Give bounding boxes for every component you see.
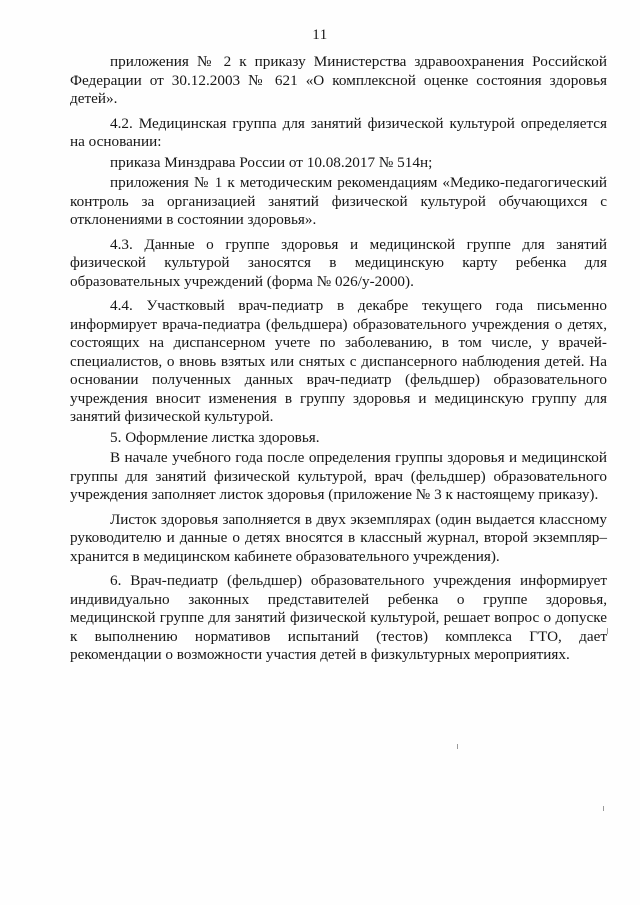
document-body (70, 53, 607, 671)
paragraph-5-two-copies: Листок здоровья заполняется в двух экземплярах (один выдается классному руководителю и данные о детях вносятся в классный журнал, второй экземпляр–хранится в медицинском кабинете образовательного учреждения). (70, 510, 607, 565)
scan-speck (607, 628, 608, 634)
paragraph-5-heading: 5. Оформление листка здоровья. (110, 428, 320, 446)
paragraph-annex-2: приложения № 2 к приказу Министерства здравоохранения Российской Федерации от 30.12.2003 № 621 «О комплексной оценке состояния здоровья детей». (70, 53, 607, 107)
paragraph-order-514n: приказа Минздрава России от 10.08.2017 № 514н; (110, 153, 433, 171)
scan-speck (603, 806, 604, 811)
paragraph-4-3: 4.3. Данные о группе здоровья и медицинской группе для занятий физической культурой заносятся в медицинскую карту ребенка для образовательных учреждений (форма № 026/у-2000). (70, 235, 607, 290)
paragraph-4-4: 4.4. Участковый врач-педиатр в декабре текущего года письменно информирует врача-педиатра (фельдшера) образовательного учреждения о детях, состоящих на диспансерном учете по заболеванию, в том числе, у врачей-специалистов, о вновь взятых или снятых с диспансерного наблюдения детей. На основании полученных данных врач-педиатр (фельдшер) образовательного учреждения вносит изменения в группу здоровья и медицинскую группу для занятий физической культурой. (70, 297, 607, 425)
scan-speck (457, 744, 458, 749)
paragraph-4-2: 4.2. Медицинская группа для занятий физической культурой определяется на основании: (70, 114, 607, 150)
paragraph-annex-1: приложения № 1 к методическим рекомендациям «Медико-педагогический контроль за организацией занятий физической культурой обучающихся с отклонениями в состоянии здоровья». (70, 174, 607, 228)
page-number: 11 (312, 27, 328, 43)
paragraph-5-start-of-year: В начале учебного года после определения группы здоровья и медицинской группы для занятий физической культурой, врач (фельдшер) образовательного учреждения заполняет листок здоровья (приложение № 3 к настоящему приказу). (70, 449, 607, 503)
paragraph-6: 6. Врач-педиатр (фельдшер) образовательного учреждения информирует индивидуально законных представителей ребенка о группе здоровья, медицинской группе для занятий физической культурой, решает вопрос о допуске к выполнению нормативов испытаний (тестов) комплекса ГТО, дает рекомендации о возможности участия детей в физкультурных мероприятиях. (70, 572, 607, 663)
